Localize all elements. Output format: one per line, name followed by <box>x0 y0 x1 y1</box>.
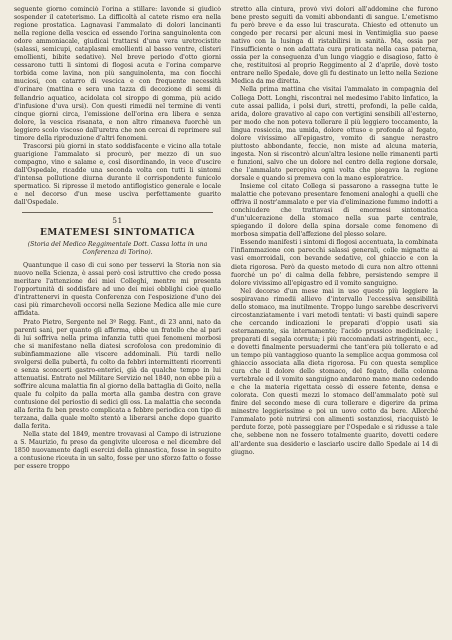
paragraph: Quantunque il caso di cui sono per tesservi la Storia non sia nuovo nella Scienza, è assai però così istruttivo che credo possa meritare l'attenzione dei miei Colleghi, mentre mi presenta l'opportunità di soddisfare ad uno dei miei obblighi cioè quello d'intrattenervi in questa Conferenza con l'esposizione d'uno dei casi più rimarchevoli occorsi nella Sezione Medica alle mie cure affidata. <box>14 262 221 318</box>
two-column-body <box>14 6 438 634</box>
section-subtitle: (Storia del Medico Reggimentale Dott. Cassa lotta in una Conferenza di Torino). <box>27 241 208 257</box>
left-column <box>14 6 221 634</box>
right-column <box>231 6 438 634</box>
paragraph: stretto alla cintura, provò vivi dolori all'addomine che furono bene presto seguiti da vomiti abbondanti di sangue. L'emetismo fu però breve e da esso lui trascurata. Chiesto ed ottenuto un congedo per recarsi per alcuni mesi in Ventimiglia suo paese nativo con la lusinga di ristabilirsi in sanità. Ma, ossia per l'insufficiente o non adattata cura praticata nella casa paterna, ossia per la conseguenza d'un lungo viaggio e disagioso, fatto è che, restituitosi al proprio Reggimento al 2 d'aprile, dovè tosto entrare nello Spedale, dove gli fu destinato un letto nella Sezione Medica da me diretta. <box>231 6 438 86</box>
paragraph: Insieme col citato Collega si passarono a rassegna tutte le malattie che potevano presentare fenomeni analoghi a quelli che offriva il nostr'ammalato e per via d'eliminazione fummo indotti a conchiudere che trattavasi di emormesi sintomatica d'un'ulcerazione della stomaco nella sua parte centrale, spiegando il dolore della spina dorsale come fenomeno di morbosa simpatia dell'affezione del plesso solare. <box>231 183 438 239</box>
paragraph: Prato Pietro, Sergente nel 3º Regg. Fant., di 23 anni, nato da parenti sani, per quanto gli afferma, ebbe un fratello che al pari di lui soffriva nella prima infanzia tutti quei fenomeni morbosi che si manifestano nella diatesi scrofolosa con predominio di subinfiammazione alle viscere addominali. Più tardi nello svolgersi della pubertà, fu colto da febbri intermittenti ricorrenti e senza sconcerti gastro-enterici, già da qualche tempo in lui attenuatisi. Entrato nel Militare Servizio nel 1840, non ebbe più a soffrire alcuna malattia fin al giorno della battaglia di Goito, nella quale fu colpito da palla morta alla gamba destra con grave contusione del periostio di sedici gli oss. La malattia che seconda alla ferita fu ben presto complicata a febbre periodica con tipo di terzana, dalla quale molto stentò a liberarsi anche dopo guarito dalla ferita. <box>14 318 221 431</box>
paragraph: seguente giorno cominciò l'orina a stillare: lavonde si giudicò sospender il cateterismo. La difficoltà al catete rismo era nella regione prostatica. Lagnavasi l'ammalato di dolori lancinanti nella regione della vescica ed essendo l'orina sanguinolenta con odore ammoniacale, giudicai trattarsi d'una vera uretrocistite (salassi, semicupi, cataplasmi emollienti al basso ventre, clisteri emollienti, bibite sedative). Nel breve periodo d'otto giorni cessarono tutti li sintomi di flogosi acuta e l'orina comparve torbida come lavina, non più sanguinolenta, ma con fiocchi muciosi, con catarro di vescica e con frequente necessità d'orinare (mattina e sera una tazza di decozione di semi di fellandrio aquatico, acidolata col siroppo di gomma, più acido d'infusione d'uva ursi). Con questi rimedii nel termine di venti cinque giorni circa, l'emissione dell'orina era libera e senza dolore, la vescica risanata, e non altro rimaneva fuorchè un leggiero scolo viscoso dall'uretra che non cercai di reprimere sul timore della riproduzione d'altri fenomeni. <box>14 6 221 142</box>
paragraph: Essendo manifesti i sintomi di flogosi accentuata, la combinata l'infiammazione con parecchi salassi generali, colle mignatte ai vasi emorroidali, con bevande sedative, col ghiaccio e con la dieta rigorosa. Però da questo metodo di cura non altro ottenni fuorché un po' di calma della febbre, persistendo sempre il dolore vivissimo all'epigastro ed il vomito sanguigno. <box>231 239 438 287</box>
paragraph: Nella state del 1849, mentre trovavasi al Campo di istruzione a S. Maurizio, fu preso da gengivite ulcerosa e nel dicembre del 1850 nuovamente dagli esercizi della ginnastica, fosse in seguito a contusione riceuta in un salto, fosse per uno sforzo fatto o fosse per essere troppo <box>14 431 221 471</box>
section-title: EMATEMESI SINTOMATICA <box>39 228 196 239</box>
paragraph: Trascorsi più giorni in stato soddisfacente e vicino alla totale guarigione l'ammalato si procurò, per mezzo di un suo compagno, vino e salame e, così disordinando, in vece d'uscire dall'Ospedale, ricadde una seconda volta con tutti li sintomi d'intensa pollutione diurna durante il corrispondente funicolo spermatico. Si ripresse il metodo antiflogistico generale e locale e nel decorso d'un mese uscìva perfettamente guarito dall'Ospedale. <box>14 142 221 207</box>
section-number: 51 <box>112 216 123 226</box>
paragraph: Nella prima mattina che visitai l'ammalato in compagnia del Collega Dott. Longhi, riscontrai nel medesimo l'abito linfatico, la cute assai pallida, i polsi duri, stretti, profondi, la pelle calda, arida, dolore gravativo al capo con vertigini sensibili all'esterno, per modo che non poteva tollerare il più leggiero toccamento, la lingua rossiccia, ma umida, dolore ottuso e profondo al fegato, dolore vivissimo all'epigastro, vomito di sangue nerastro piuttosto abbondante, feccie, non miste ad alcuna materia, ingesta. Non si riscontrò alcun'altra lesione nelle rimanenti parti e funzioni, salvo che un dolore nel centro della regione dorsale, che l'ammalato percepiva ogni volta che piegava la regione dorsale e quando si premeva con la mano esploratrice. <box>231 86 438 182</box>
paragraph: Nel decorso d'un mese mai in uso questo più leggiere la sospiravano rimedii allievo d'intervallo l'eccessiva sensibilità dello stomaco, ma inutilmente. Troppo lungo sarebbe descrivervi circostanziatamente i vari metodi tentati: vi basti quindi sapere che cercando indicazioni le preparati d'oppio usati sia esternamente, sia internamente; l'acido prussico medicinale; i preparati di segala cornuta; i più raccomandati astringenti, ecc., e dovetti finalmente persuadermi che tant'era più tollerato e ad un tempo più vantaggioso quanto la semplice acqua gommosa col ghiaccio associata alla dieta rigorosa. Fu con questa semplice cura che il dolore dello stomaco, del fegato, della colonna vertebrale ed il vomito sanguigno andarono mano mano cedendo e che la materia rigettata cessò di essere fetente, densa e colorata. Con questi mezzi lo stomaco dell'ammalato potè sul finire del secondo mese di cura tollerare e digerire da prima minestre leggierissime e poi un uovo cotto da bere. Allorché l'ammalato potè nutrirsi con alimenti sostanziosi, riacquistò le perdute forze, potè passeggiare per l'Ospedale e si ridusse a tale che, sebbene non ne fossero totalmente guarito, dovetti cedere all'ardente sua desiderio e lasciarlo uscire dallo Spedale ai 14 di giugno. <box>231 287 438 456</box>
section-divider <box>22 212 213 213</box>
